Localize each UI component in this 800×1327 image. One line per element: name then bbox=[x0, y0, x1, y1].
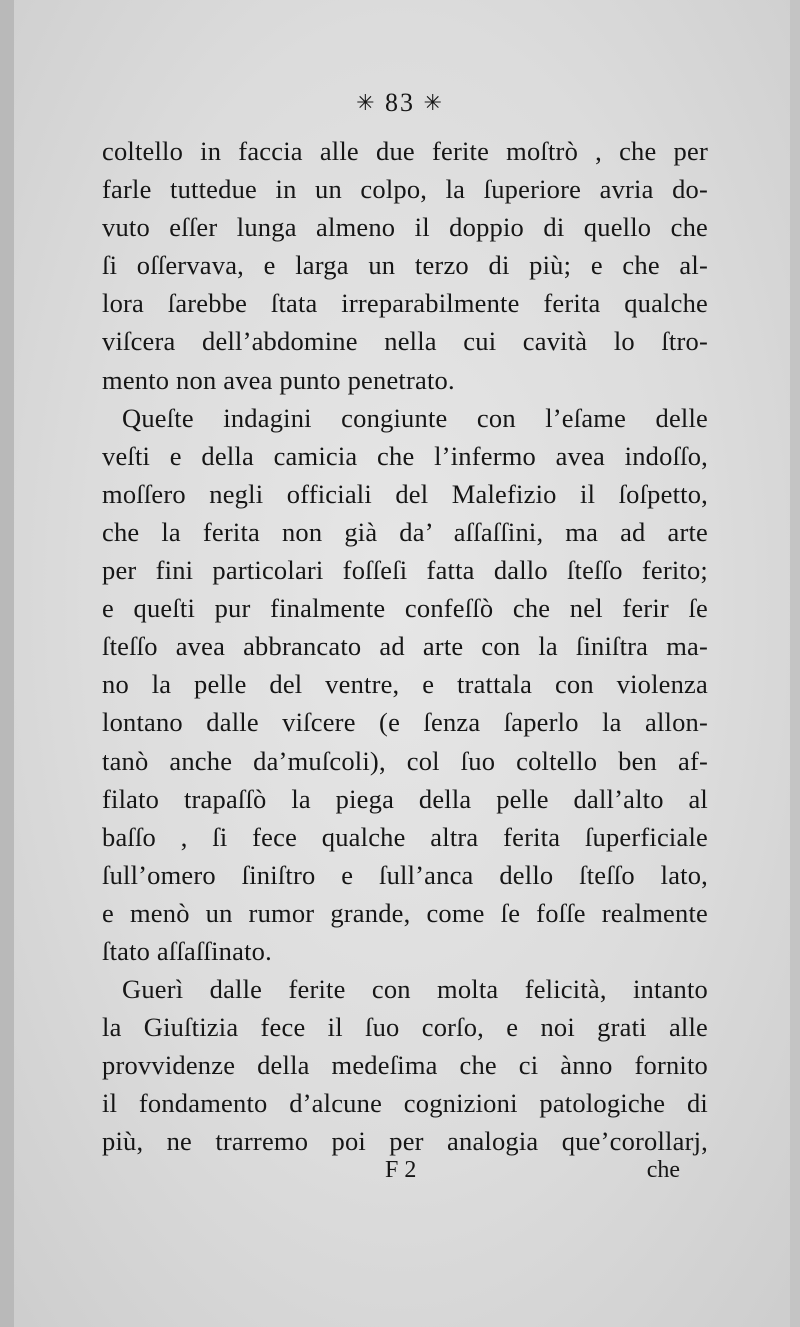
paragraph-start-line: Queſte indagini congiunte con l’eſame delle bbox=[122, 402, 708, 433]
text-line: lora ſarebbe ſtata irreparabilmente ferita qualche bbox=[102, 288, 708, 319]
text-line: e queſti pur finalmente confeſſò che nel ferir ſe bbox=[102, 593, 708, 624]
text-line: ſi oſſervava, e larga un terzo di più; e che al- bbox=[102, 250, 708, 281]
text-line: filato trapaſſò la piega della pelle dall’alto al bbox=[102, 783, 708, 814]
text-line: moſſero negli officiali del Malefizio il ſoſpetto, bbox=[102, 478, 708, 509]
text-line: coltello in faccia alle due ferite moſtrò , che per bbox=[102, 136, 708, 166]
text-line: no la pelle del ventre, e trattala con violenza bbox=[102, 669, 708, 700]
ornament-icon: ✳ bbox=[423, 90, 444, 115]
text-line: ſtato aſſaſſinato. bbox=[102, 935, 272, 966]
page-footer bbox=[102, 1153, 708, 1187]
text-line: viſcera dell’abdomine nella cui cavità lo ſtro- bbox=[102, 326, 708, 357]
page-edge-shadow-right bbox=[790, 0, 800, 1327]
page-number: 83 bbox=[385, 88, 415, 117]
text-line: mento non avea punto penetrato. bbox=[102, 364, 455, 395]
text-line: e menò un rumor grande, come ſe foſſe realmente bbox=[102, 897, 708, 928]
text-line: il fondamento d’alcune cognizioni patologiche di bbox=[102, 1088, 708, 1119]
text-line: baſſo , ſi fece qualche altra ferita ſuperficiale bbox=[102, 821, 708, 852]
body-text bbox=[102, 132, 708, 1161]
text-line: ſull’omero ſiniſtro e ſull’anca dello ſteſſo lato, bbox=[102, 859, 708, 890]
text-line: farle tuttedue in un colpo, la ſuperiore avria do- bbox=[102, 174, 708, 205]
paragraph-start-line: Guerì dalle ferite con molta felicità, intanto bbox=[122, 974, 708, 1005]
text-line: vuto eſſer lunga almeno il doppio di quello che bbox=[102, 212, 708, 243]
text-line: per fini particolari foſſeſi fatta dallo ſteſſo ferito; bbox=[102, 555, 708, 586]
signature-mark: F 2 bbox=[385, 1157, 417, 1183]
text-line: più, ne trarremo poi per analogia que’corollarj, bbox=[102, 1126, 708, 1157]
catchword: che bbox=[646, 1157, 680, 1183]
text-line: provvidenze della medeſima che ci ànno fornito bbox=[102, 1050, 708, 1081]
text-line: lontano dalle viſcere (e ſenza ſaperlo la allon- bbox=[102, 707, 708, 738]
text-line: ſteſſo avea abbrancato ad arte con la ſiniſtra ma- bbox=[102, 631, 708, 662]
ornament-icon: ✳ bbox=[356, 90, 377, 115]
text-line: la Giuſtizia fece il ſuo corſo, e noi grati alle bbox=[102, 1012, 708, 1043]
page-header bbox=[0, 88, 800, 118]
text-line: tanò anche da’muſcoli), col ſuo coltello ben af- bbox=[102, 745, 708, 776]
text-line: veſti e della camicia che l’infermo avea indoſſo, bbox=[102, 440, 708, 471]
text-line: che la ferita non già da’ aſſaſſini, ma ad arte bbox=[102, 516, 708, 547]
page-edge-shadow bbox=[0, 0, 14, 1327]
